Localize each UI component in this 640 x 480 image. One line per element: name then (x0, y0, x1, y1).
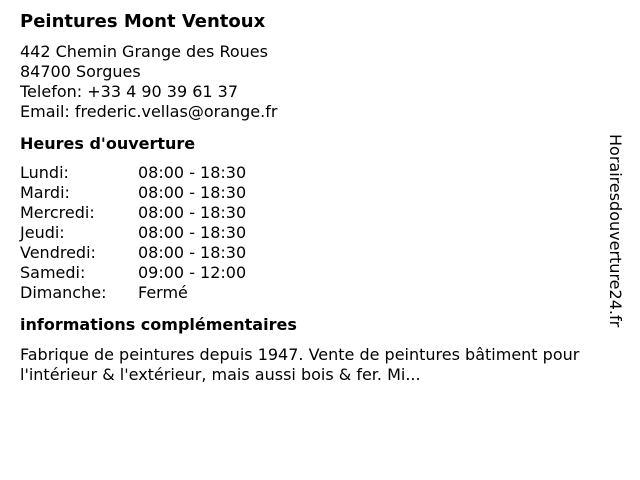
day-label: Mardi: (20, 183, 70, 202)
info-description: Fabrique de peintures depuis 1947. Vente de peintures bâtiment pour l'intérieur & l'extérieur, mais aussi bois & fer. Mi... (20, 345, 580, 384)
day-label: Mercredi: (20, 203, 95, 222)
hours-list (20, 163, 626, 303)
hours-row-friday (20, 243, 626, 263)
address-line-2: 84700 Sorgues (20, 62, 141, 81)
day-label: Lundi: (20, 163, 69, 182)
day-time: 08:00 - 18:30 (138, 183, 247, 202)
day-time: 08:00 - 18:30 (138, 203, 247, 222)
phone-number: Telefon: +33 4 90 39 61 37 (20, 82, 239, 101)
day-time: 09:00 - 12:00 (138, 263, 247, 282)
hours-row-wednesday (20, 203, 626, 223)
day-label: Samedi: (20, 263, 86, 282)
day-label: Dimanche: (20, 283, 107, 302)
hours-row-monday (20, 163, 626, 183)
email-address: Email: frederic.vellas@orange.fr (20, 102, 278, 121)
day-label: Vendredi: (20, 243, 96, 262)
day-time: 08:00 - 18:30 (138, 223, 247, 242)
business-card (20, 10, 626, 385)
hours-row-sunday (20, 283, 626, 303)
hours-row-tuesday (20, 183, 626, 203)
site-watermark: Horairesdouverture24.fr (606, 134, 625, 328)
hours-row-thursday (20, 223, 626, 243)
hours-row-saturday (20, 263, 626, 283)
info-heading: informations complémentaires (20, 315, 297, 334)
day-label: Jeudi: (20, 223, 65, 242)
day-time: 08:00 - 18:30 (138, 163, 247, 182)
day-time: 08:00 - 18:30 (138, 243, 247, 262)
hours-heading: Heures d'ouverture (20, 134, 196, 153)
address-line-1: 442 Chemin Grange des Roues (20, 42, 268, 61)
day-time: Fermé (138, 283, 188, 302)
business-name: Peintures Mont Ventoux (20, 11, 266, 32)
